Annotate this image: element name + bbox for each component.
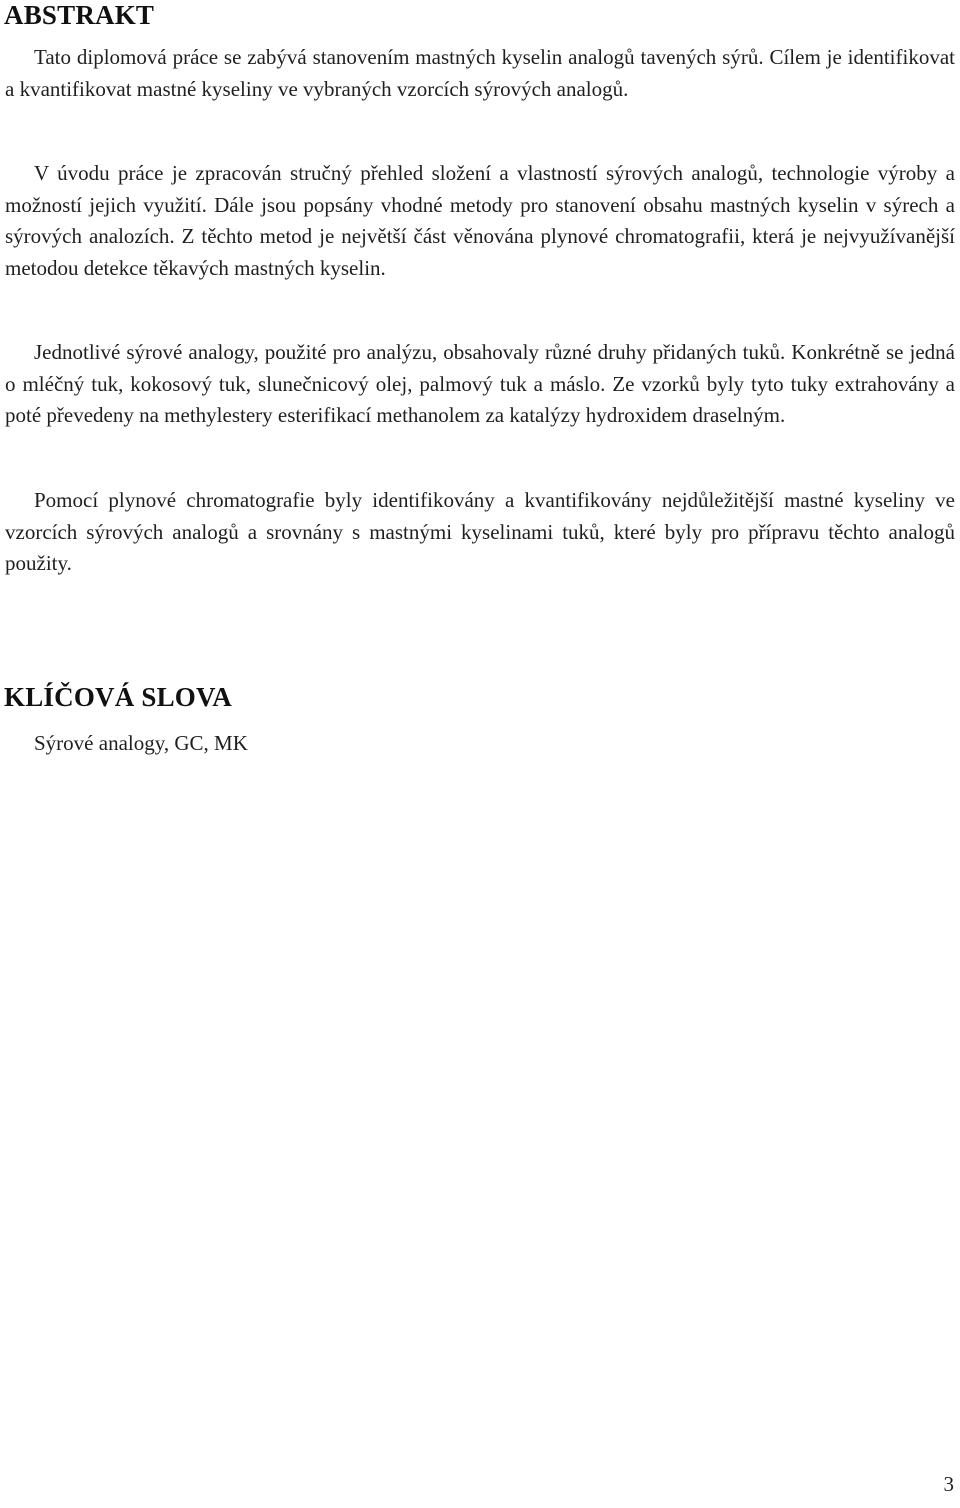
abstract-paragraph-3: Jednotlivé sýrové analogy, použité pro analýzu, obsahovaly různé druhy přidaných tuků. Konkrétně se jedná o mléčný tuk, kokosový tuk, slunečnicový olej, palmový tuk a máslo. Ze vzorků byly tyto tuky extrahovány a poté převedeny na methylestery esterifikací methanolem za katalýzy hydroxidem draselným. xyxy=(5,340,955,427)
abstract-paragraph-1: Tato diplomová práce se zabývá stanovením mastných kyselin analogů tavených sýrů. Cílem je identifikovat a kvantifikovat mastné kyseliny ve vybraných vzorcích sýrových analogů. xyxy=(5,45,955,101)
abstract-heading: ABSTRAKT xyxy=(4,0,155,30)
page-number: 3 xyxy=(943,1472,954,1496)
keywords-text: Sýrové analogy, GC, MK xyxy=(34,731,248,755)
abstract-paragraph-4: Pomocí plynové chromatografie byly identifikovány a kvantifikovány nejdůležitější mastné kyseliny ve vzorcích sýrových analogů a srovnány s mastnými kyselinami tuků, které byly pro přípravu těchto analogů použity. xyxy=(5,488,955,575)
keywords-heading: KLÍČOVÁ SLOVA xyxy=(4,682,232,712)
abstract-paragraph-2: V úvodu práce je zpracován stručný přehled složení a vlastností sýrových analogů, technologie výroby a možností jejich využití. Dále jsou popsány vhodné metody pro stanovení obsahu mastných kyselin v sýrech a sýrových analozích. Z těchto metod je největší část věnována plynové chromatografii, která je nejvyužívanější metodou detekce těkavých mastných kyselin. xyxy=(5,161,955,280)
